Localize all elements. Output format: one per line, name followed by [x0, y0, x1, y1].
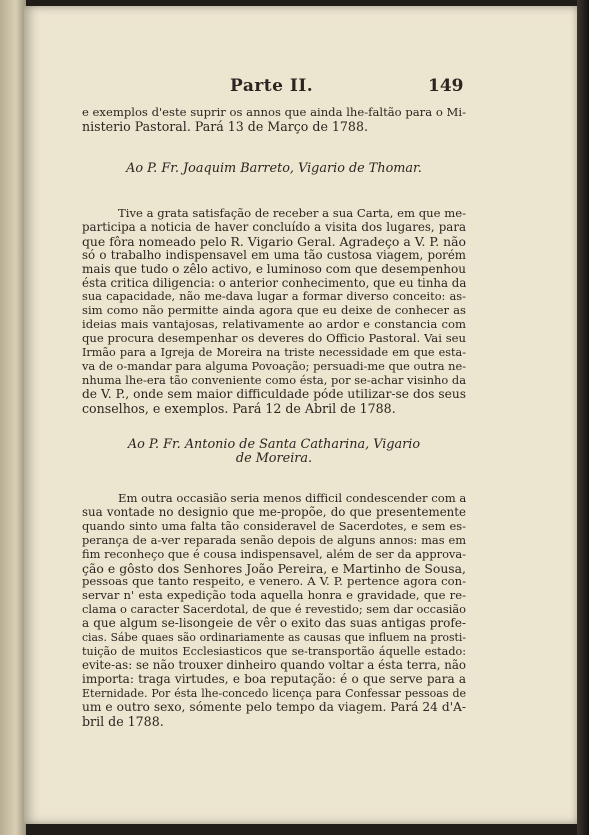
text-line: que procura desempenhar os deveres do Officio Pastoral. Vai seu: [82, 331, 466, 346]
text-line: perança de a-ver reparada senão depois de alguns annos: mas em: [82, 532, 466, 547]
text-line: nhuma lhe-era tão conveniente como ésta, por se-achar visinho da: [82, 372, 466, 387]
right-page-edge: [577, 0, 589, 835]
text-line: pessoas que tanto respeito, e venero. A V. P. pertence agora con-: [82, 574, 466, 589]
heading-line: de Moreira.: [235, 451, 313, 466]
text-line: tuição de muitos Ecclesiasticos que se-transportão áquelle estado:: [82, 644, 466, 658]
text-line: ção e gôsto dos Senhores João Pereira, e Martinho de Sousa,: [82, 560, 466, 576]
letter-heading-2: [82, 438, 466, 466]
text-line: evite-as: se não trouxer dinheiro quando voltar a ésta terra, não: [82, 657, 466, 672]
text-line: de V. P., onde sem maior difficuldade póde utilizar-se dos seus: [82, 386, 466, 401]
text-line: participa a noticia de haver concluído a visita dos lugares, para: [82, 219, 466, 234]
text-line: Eternidade. Por ésta lhe-concedo licença para Confessar pessoas de: [82, 686, 466, 700]
text-line: mais que tudo o zêlo activo, e luminoso com que desempenhou: [82, 261, 466, 276]
text-line: ésta critica diligencia: o anterior conhecimento, que eu tinha da: [82, 275, 467, 290]
paragraph-3: [82, 492, 466, 728]
left-page-edge: [0, 0, 26, 835]
text-line: fim reconheço que é cousa indispensavel, além de ser da approva-: [82, 546, 466, 561]
page-header: [24, 76, 577, 100]
text-line: que fôra nomeado pelo R. Vigario Geral. Agradeço a V. P. não: [82, 233, 466, 249]
heading-line: Ao P. Fr. Antonio de Santa Catharina, Vigario: [127, 437, 421, 452]
paragraph-2: [82, 207, 466, 416]
text-line: ideias mais vantajosas, relativamente ao ardor e constancia com: [82, 317, 466, 332]
text-line: sim como não permitte ainda agora que eu deixe de conhecer as: [82, 303, 466, 318]
text-line: sua vontade no designio que me-propõe, do que presentemente: [82, 504, 466, 519]
text-line: Irmão para a Igreja de Moreira na triste necessidade em que esta-: [82, 346, 466, 360]
text-line: só o trabalho indispensavel em uma tão custosa viagem, porém: [82, 247, 466, 262]
text-line: a que algum se-lisongeie de vêr o exito das suas antigas profe-: [82, 616, 466, 631]
page-number: 149: [428, 76, 464, 96]
text-line: va de o-mandar para alguma Povoação; persuadi-me que outra ne-: [82, 358, 467, 373]
text-line: Tive a grata satisfação de receber a sua Carta, em que me-: [118, 206, 466, 220]
text-line: bril de 1788.: [82, 713, 164, 729]
text-line: nisterio Pastoral. Pará 13 de Março de 1788.: [82, 118, 368, 134]
running-head: Parte II.: [230, 76, 314, 96]
text-line: importa: traga virtudes, e boa reputação: é o que serve para a: [82, 671, 466, 686]
letter-heading-1: Ao P. Fr. Joaquim Barreto, Vigario de Thomar.: [126, 161, 422, 176]
text-line: e exemplos d'este suprir os annos que ainda lhe-faltão para o Mi-: [82, 105, 466, 119]
text-line: quando sinto uma falta tão consideravel de Sacerdotes, e sem es-: [82, 518, 466, 533]
text-line: clama o caracter Sacerdotal, de que é revestido; sem dar occasião: [82, 602, 466, 617]
text-line: cias. Sábe quaes são ordinariamente as causas que influem na prosti-: [82, 631, 466, 645]
text-line: conselhos, e exemplos. Pará 12 de Abril de 1788.: [82, 400, 396, 416]
text-line: Em outra occasião seria menos difficil condescender com a: [118, 491, 467, 505]
text-line: servar n' esta expedição toda aquella honra e gravidade, que re-: [82, 588, 466, 603]
text-line: sua capacidade, não me-dava lugar a formar diverso conceito: as-: [82, 289, 466, 304]
text-line: um e outro sexo, sómente pelo tempo da viagem. Pará 24 d'A-: [82, 699, 466, 714]
paragraph-1: [82, 106, 466, 134]
book-page: [24, 6, 577, 824]
